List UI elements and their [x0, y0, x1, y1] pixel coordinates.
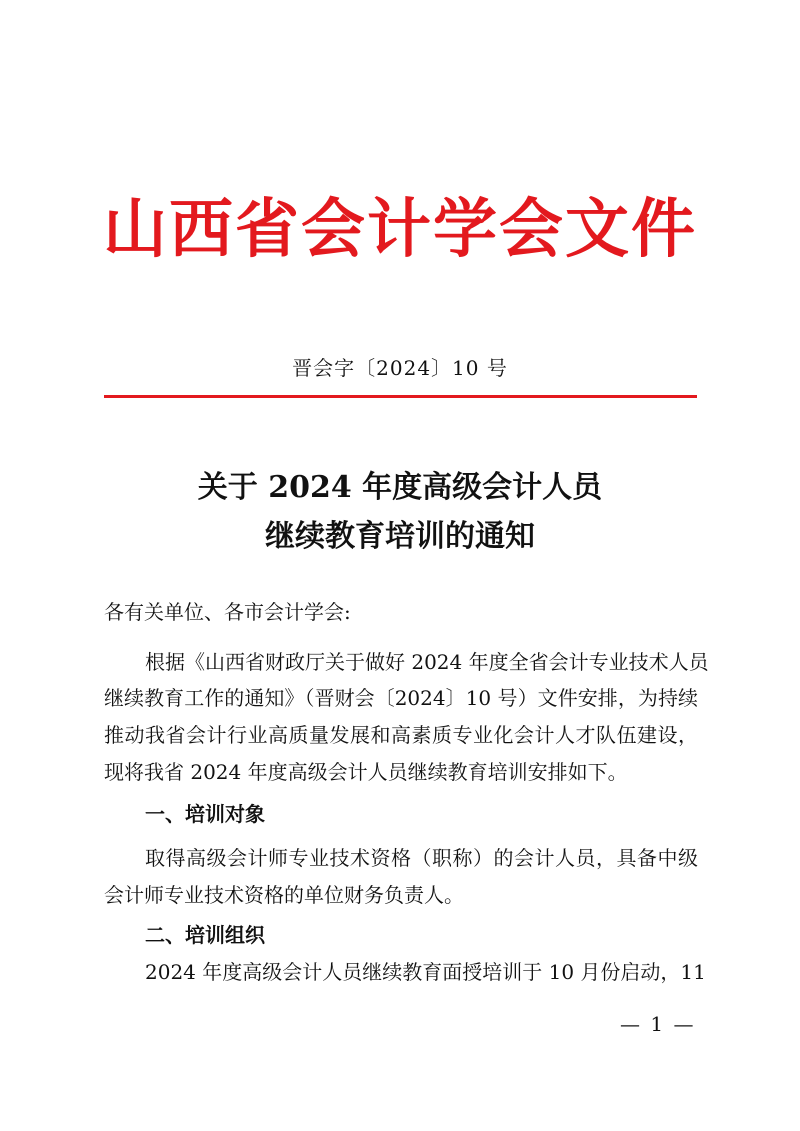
paragraph-3-line-1: 2024 年度高级会计人员继续教育面授培训于 10 月份启动，11 [145, 960, 706, 984]
red-divider-line [104, 395, 697, 398]
paragraph-1-line-3: 推动我省会计行业高质量发展和高素质专业化会计人才队伍建设， [104, 723, 698, 747]
section-1-heading: 一、培训对象 [145, 802, 265, 826]
paragraph-2-line-1: 取得高级会计师专业技术资格（职称）的会计人员，具备中级 [145, 846, 698, 870]
notice-title-line-2: 继续教育培训的通知 [265, 519, 535, 554]
issuing-org-title: 山西省会计学会文件 [103, 192, 697, 267]
paragraph-1-line-1: 根据《山西省财政厅关于做好 2024 年度全省会计专业技术人员 [145, 650, 709, 674]
document-number: 晋会字〔2024〕10 号 [292, 356, 508, 380]
notice-title-line-1: 关于 2024 年度高级会计人员 [197, 470, 603, 505]
paragraph-1-line-4: 现将我省 2024 年度高级会计人员继续教育培训安排如下。 [104, 760, 628, 784]
section-2-heading: 二、培训组织 [145, 923, 265, 947]
paragraph-1-line-2: 继续教育工作的通知》（晋财会〔2024〕10 号）文件安排，为持续 [104, 686, 698, 710]
salutation: 各有关单位、各市会计学会: [104, 600, 351, 624]
page-number: — 1 — [620, 1012, 696, 1036]
paragraph-2-line-2: 会计师专业技术资格的单位财务负责人。 [104, 883, 464, 907]
